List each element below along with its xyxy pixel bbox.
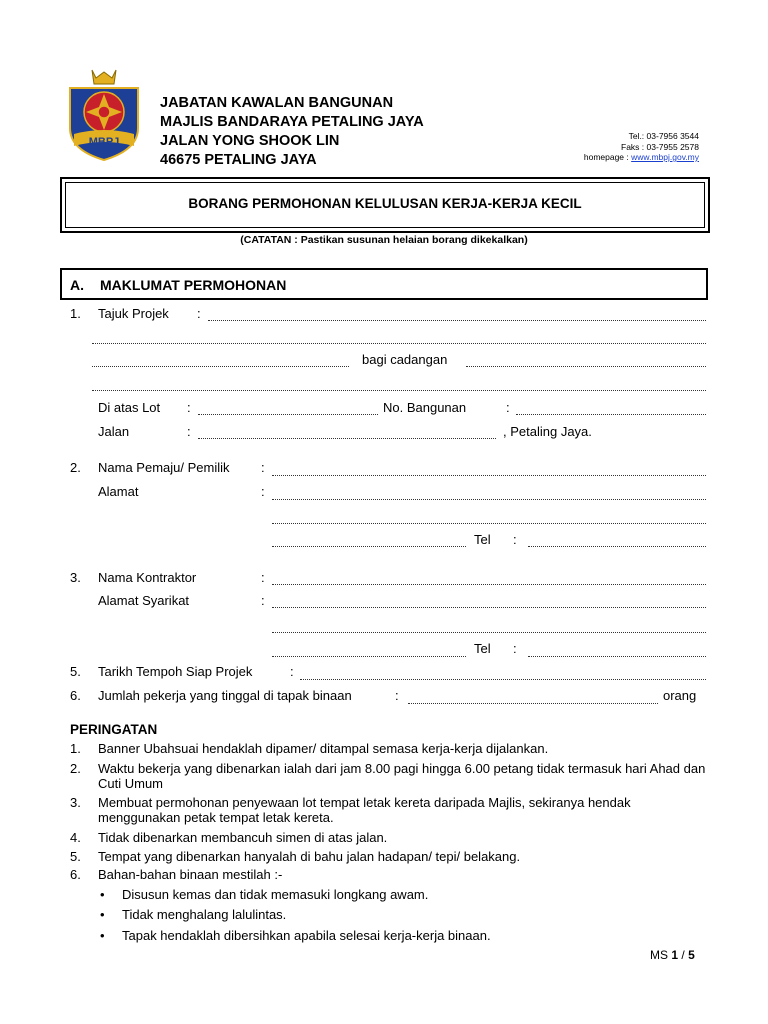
faks: Faks : 03-7955 2578 (621, 141, 699, 152)
bullet-item (100, 928, 491, 943)
peringatan-item (70, 795, 710, 825)
item-text: Tidak dibenarkan membancuh simen di atas jalan. (98, 830, 388, 845)
colon: : (261, 593, 265, 608)
item-text: Tempat yang dibenarkan hanyalah di bahu jalan hadapan/ tepi/ belakang. (98, 849, 521, 864)
tajuk-field[interactable] (208, 320, 706, 321)
colon: : (261, 570, 265, 585)
bullet-text: Tidak menghalang lalulintas. (122, 907, 287, 922)
tel-field[interactable] (528, 546, 706, 547)
jumlah-label: Jumlah pekerja yang tinggal di tapak binaan (98, 688, 352, 703)
peringatan-item (70, 849, 710, 864)
tel-label: Tel (474, 532, 491, 547)
lot-label: Di atas Lot (98, 400, 161, 415)
alamat-syarikat-field-2[interactable] (272, 632, 706, 633)
item-text: Bahan-bahan binaan mestilah :- (98, 867, 283, 882)
item-number: 4. (70, 830, 81, 845)
tajuk-field-2[interactable] (92, 343, 706, 344)
peringatan-title: PERINGATAN (70, 722, 158, 737)
logo-label: MBPJ (88, 136, 120, 148)
item-number: 6. (70, 867, 81, 882)
colon: : (395, 688, 399, 703)
tel-label: Tel (474, 641, 491, 656)
tarikh-field[interactable] (300, 679, 706, 680)
alamat-field[interactable] (272, 499, 706, 500)
alamat-field-2[interactable] (272, 523, 706, 524)
page-prefix: MS (650, 948, 668, 962)
homepage-link[interactable]: www.mbpj.gov.my (631, 152, 699, 162)
bullet-icon: • (100, 887, 105, 902)
tajuk-label: Tajuk Projek (98, 306, 169, 321)
homepage (584, 152, 699, 163)
colon: : (187, 400, 191, 415)
colon: : (506, 400, 510, 415)
page-sep: / (681, 948, 685, 962)
cadangan-field[interactable] (466, 366, 706, 367)
colon: : (290, 664, 294, 679)
item-text: Banner Ubahsuai hendaklah dipamer/ ditampal semasa kerja-kerja dijalankan. (98, 741, 549, 756)
title-box (60, 177, 710, 233)
contact-info (584, 131, 699, 163)
no-bangunan-field[interactable] (516, 414, 706, 415)
item5-number: 5. (70, 664, 81, 679)
bullet-icon: • (100, 928, 105, 943)
item1-number: 1. (70, 306, 81, 321)
section-a-title: MAKLUMAT PERMOHONAN (100, 277, 287, 293)
tel-field[interactable] (528, 656, 706, 657)
bullet-icon: • (100, 907, 105, 922)
colon: : (197, 306, 201, 321)
bullet-item (100, 907, 286, 922)
item3-number: 3. (70, 570, 81, 585)
orang-label: orang (663, 688, 697, 703)
bagi-cadangan-label: bagi cadangan (362, 352, 448, 367)
alamat-label: Alamat (98, 484, 139, 499)
header-line-1: JABATAN KAWALAN BANGUNAN (160, 95, 394, 111)
page-number (650, 948, 695, 962)
header-address (160, 94, 424, 170)
kontraktor-field[interactable] (272, 584, 706, 585)
header-line-4: 46675 PETALING JAYA (160, 152, 317, 168)
jalan-field[interactable] (198, 438, 496, 439)
petaling-jaya-text: , Petaling Jaya. (503, 424, 592, 439)
bullet-item (100, 887, 428, 902)
item-number: 1. (70, 741, 81, 756)
peringatan-item (70, 867, 710, 882)
colon: : (261, 484, 265, 499)
pemaju-label: Nama Pemaju/ Pemilik (98, 460, 230, 475)
pemaju-field[interactable] (272, 475, 706, 476)
form-title: BORANG PERMOHONAN KELULUSAN KERJA-KERJA KECIL (188, 196, 582, 211)
item-number: 3. (70, 795, 81, 810)
jalan-label: Jalan (98, 424, 130, 439)
section-a-letter: A. (70, 277, 84, 293)
mbpj-logo (62, 66, 146, 162)
cadangan-field-2[interactable] (92, 390, 706, 391)
item6-number: 6. (70, 688, 81, 703)
homepage-label: homepage : (583, 152, 629, 162)
colon: : (513, 641, 517, 656)
peringatan-item (70, 830, 710, 845)
item-text: Waktu bekerja yang dibenarkan ialah dari jam 8.00 pagi hingga 6.00 petang tidak termasuk hari Ahad dan Cuti Umum (98, 761, 706, 791)
alamat-syarikat-field-3[interactable] (272, 656, 466, 657)
item-text: Membuat permohonan penyewaan lot tempat letak kereta daripada Majlis, sekiranya hendak menggunakan petak tempat letak kereta. (98, 795, 631, 825)
colon: : (261, 460, 265, 475)
item-number: 2. (70, 761, 81, 776)
alamat-syarikat-label: Alamat Syarikat (98, 593, 190, 608)
catatan: (CATATAN : Pastikan susunan helaian borang dikekalkan) (240, 234, 528, 246)
item2-number: 2. (70, 460, 81, 475)
colon: : (187, 424, 191, 439)
colon: : (513, 532, 517, 547)
header-line-3: JALAN YONG SHOOK LIN (160, 133, 340, 149)
bullet-text: Disusun kemas dan tidak memasuki longkang awam. (122, 887, 429, 902)
tel: Tel.: 03-7956 3544 (628, 131, 699, 141)
peringatan-item (70, 741, 710, 756)
no-bangunan-label: No. Bangunan (383, 400, 467, 415)
peringatan-item (70, 761, 710, 791)
bullet-text: Tapak hendaklah dibersihkan apabila selesai kerja-kerja binaan. (122, 928, 491, 943)
jumlah-field[interactable] (408, 703, 658, 704)
header-line-2: MAJLIS BANDARAYA PETALING JAYA (160, 114, 424, 130)
lot-field[interactable] (198, 414, 378, 415)
tarikh-label: Tarikh Tempoh Siap Projek (98, 664, 253, 679)
alamat-syarikat-field[interactable] (272, 607, 706, 608)
item-number: 5. (70, 849, 81, 864)
alamat-field-3[interactable] (272, 546, 466, 547)
page-total: 5 (688, 948, 695, 962)
kontraktor-label: Nama Kontraktor (98, 570, 197, 585)
tajuk-field-3[interactable] (92, 366, 349, 367)
section-a-header (60, 268, 708, 300)
page-current: 1 (671, 948, 679, 962)
